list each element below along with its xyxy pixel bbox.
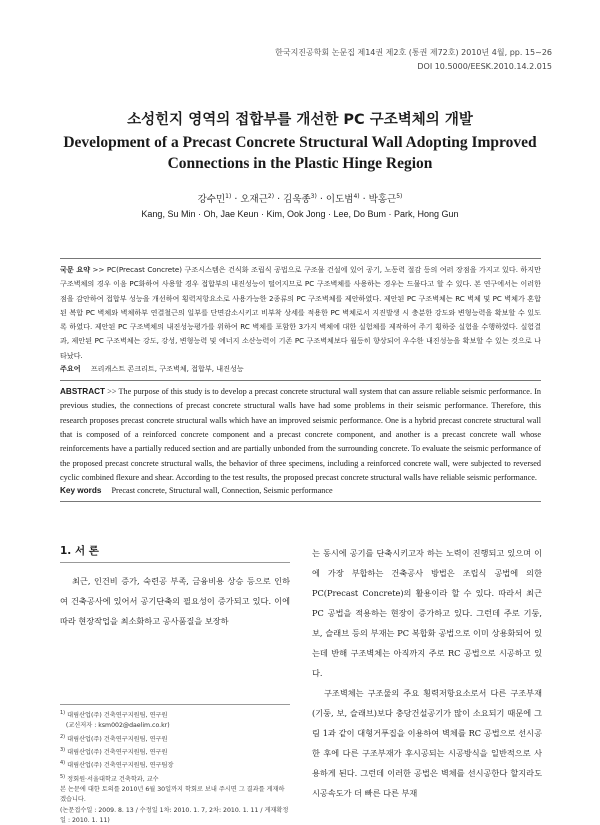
korean-keywords [60,364,541,374]
author: 박홍근$^{5)}$ [368,192,403,205]
footnotes [60,704,290,825]
title-english [40,132,560,174]
author: 오재근$^{2)}$ [240,192,275,205]
divider [60,501,541,502]
english-keywords-label: Key words [60,486,102,496]
footnote: (논문접수일 : 2009. 8. 13 / 수정일 1차: 2010. 1. 7, 2차: 2010. 1. 11 / 게재확정일 : 2010. 1. 11) [60,806,289,824]
english-abstract [60,385,541,485]
title-english-line2: Connections in the Plastic Hinge Region [167,155,433,172]
divider [60,380,541,381]
authors-english: Kang, Su Min · Oh, Jae Keun · Kim, Ook Jong · Lee, Do Bum · Park, Hong Gun [141,209,459,219]
english-keywords-text: Precast concrete, Structural wall, Connection, Seismic performance [111,486,333,496]
korean-abstract-label: 국문 요약 [60,265,91,274]
paragraph: 최근, 인건비 증가, 숙련공 부족, 금융비용 상승 등으로 인하여 건축공사에 있어서 공기단축의 필요성이 증가되고 있다. 이에 따라 현장작업을 최소화하고 공사품질을 보장하 [60,576,290,626]
body-text [312,543,542,803]
left-column [60,543,290,631]
title-english-line1: Development of a Precast Concrete Structural Wall Adopting Improved [63,134,537,151]
author: 이도범$^{4)}$ [325,192,360,205]
english-abstract-text: The purpose of this study is to develop a precast concrete structural wall system that can assure reliable seismic performance. In previous studies, the connections of precast concrete structural walls have had some problems in their seismic performance. Therefore, this research proposes precast concrete structural walls which have an improved seismic performance. One is a hybrid precast concrete structural wall that is composed of a reinforced concrete component and a precast concrete component, and another is a precast concrete wall whose reinforcements have a partially reduced section and are partially unbonded from the surrounding concrete. To evaluate the seismic performance of the proposed precast concrete structural walls, the behavior of three specimens, including a reinforced concrete wall, were subjected to reversed cyclic combined flexure and shear. According to the test results, the proposed precast concrete structural walls have reliable seismic performance. [60,387,542,482]
journal-header [275,46,552,74]
abstract-section [60,258,541,502]
paragraph: 구조벽체는 구조물의 주요 횡력저항요소로서 다른 구조부재(기둥, 보, 슬래브)보다 충당건설공기가 많이 소요되기 때문에 그림 1과 같이 대형거푸집을 이용하여 벽체를 RC 공법으로 선시공한 후에 다른 구조부재가 후시공되는 시공방식을 일반적으로 사용하게 된다. 그런데 이러한 공법은 벽체를 선시공한다 할지라도 시공속도가 더 빠른 다른 부재 [312,688,542,798]
footnote: $^{4)}$ 대림산업(주) 건축연구지원팀, 연구팀장 [60,760,174,770]
footnote: (교신저자 : ksm002@daelim.co.kr) [65,722,170,730]
korean-keywords-text: 프리캐스트 콘크리트, 구조벽체, 접합부, 내진성능 [90,364,244,374]
english-abstract-label: ABSTRACT [60,387,106,397]
section-heading: 1. 서 론 [60,543,290,563]
arrow-marker: >> [92,265,105,274]
title-korean: 소성힌지 영역의 접합부를 개선한 PC 구조벽체의 개발 [127,112,473,128]
journal-citation: 한국지진공학회 논문집 제14권 제2호 (통권 제72호) 2010년 4월, pp. 15~26 [275,48,552,57]
korean-abstract-text: PC(Precast Concrete) 구조시스템은 건식화 조립식 공법으로 구조물 건설에 있어 공기, 노동력 절감 등의 여러 장점을 가지고 있다. 하지만 구조벽체의 경우 이음 PC화하여 사용할 경우 접합부의 내진성능이 떨어지므로 PC 구조벽체를 사용하는 경우는 드물다고 할 수 있다. 본 연구에서는 이러한 점을 감안하여 접합부 성능을 개선하여 횡력저항요소로 사용가능한 2종류의 PC 구조벽체를 제안하였다. 제안된 PC 구조벽체는 RC 벽체 및 PC 벽체가 혼합된 복합 PC 벽체와 벽체하부 연결철근의 일부를 단면감소시키고 비부착 상세를 적용한 PC 벽체로서 지진발생 시 충분한 강도와 변형능력을 확보할 수 있도록 하였다. 제안된 PC 구조벽체의 내진성능평가를 위하여 RC 벽체를 포함한 3가지 벽체에 대한 실험체를 제작하여 주기 횡하중 실험을 수행하였다. 실험결과, 제안된 PC 구조벽체는 강도, 강성, 변형능력 및 에너지 소산능력이 기존 PC 구조벽체보다 월등히 향상되어 우수한 내진성능을 확보할 수 있는 것으로 나타났다. [60,265,541,360]
paragraph: 는 동시에 공기를 단축시키고자 하는 노력이 진행되고 있으며 이에 가장 부합하는 건축공사 방법은 조립식 공법에 의한 PC(Precast Concrete)의 활용이라 할 수 있다. 따라서 최근 PC 공법을 적용하는 현장이 증가하고 있다. 그런데 주로 기둥, 보, 슬래브 등의 부재는 PC 복합화 공법으로 이미 상용화되어 있는데 반해 구조벽체는 아직까지 주로 RC 공법으로 시공하고 있다. [312,548,542,678]
footnote: $^{3)}$ 대림산업(주) 건축연구지원팀, 연구원 [60,747,168,757]
authors-korean: 강수민$^{1)}$ · 오재근$^{2)}$ · 김욱종$^{3)}$ · 이도범$^{4)}$ · 박홍근$^{5)}$ [197,192,403,205]
footnote: $^{2)}$ 대림산업(주) 건축연구지원팀, 연구원 [60,733,168,743]
footnote: $^{5)}$ 정회원·서울대학교 건축학과, 교수 [60,773,159,783]
korean-abstract [60,263,541,363]
english-keywords [60,486,541,495]
korean-keywords-label: 주요어 [60,364,81,374]
right-column [312,543,542,803]
doi: DOI 10.5000/EESK.2010.14.2.015 [417,62,552,71]
arrow-marker: >> [107,387,117,397]
body-text [60,571,290,631]
author: 강수민$^{1)}$ [197,192,232,205]
author: 김욱종$^{3)}$ [283,192,317,205]
divider [60,258,541,259]
footnote: $^{1)}$ 대림산업(주) 건축연구지원팀, 연구원 [60,710,168,720]
footnote: 본 논문에 대한 토의를 2010년 6월 30일까지 학회로 보내 주시면 그 결과를 게재하겠습니다. [60,786,285,804]
